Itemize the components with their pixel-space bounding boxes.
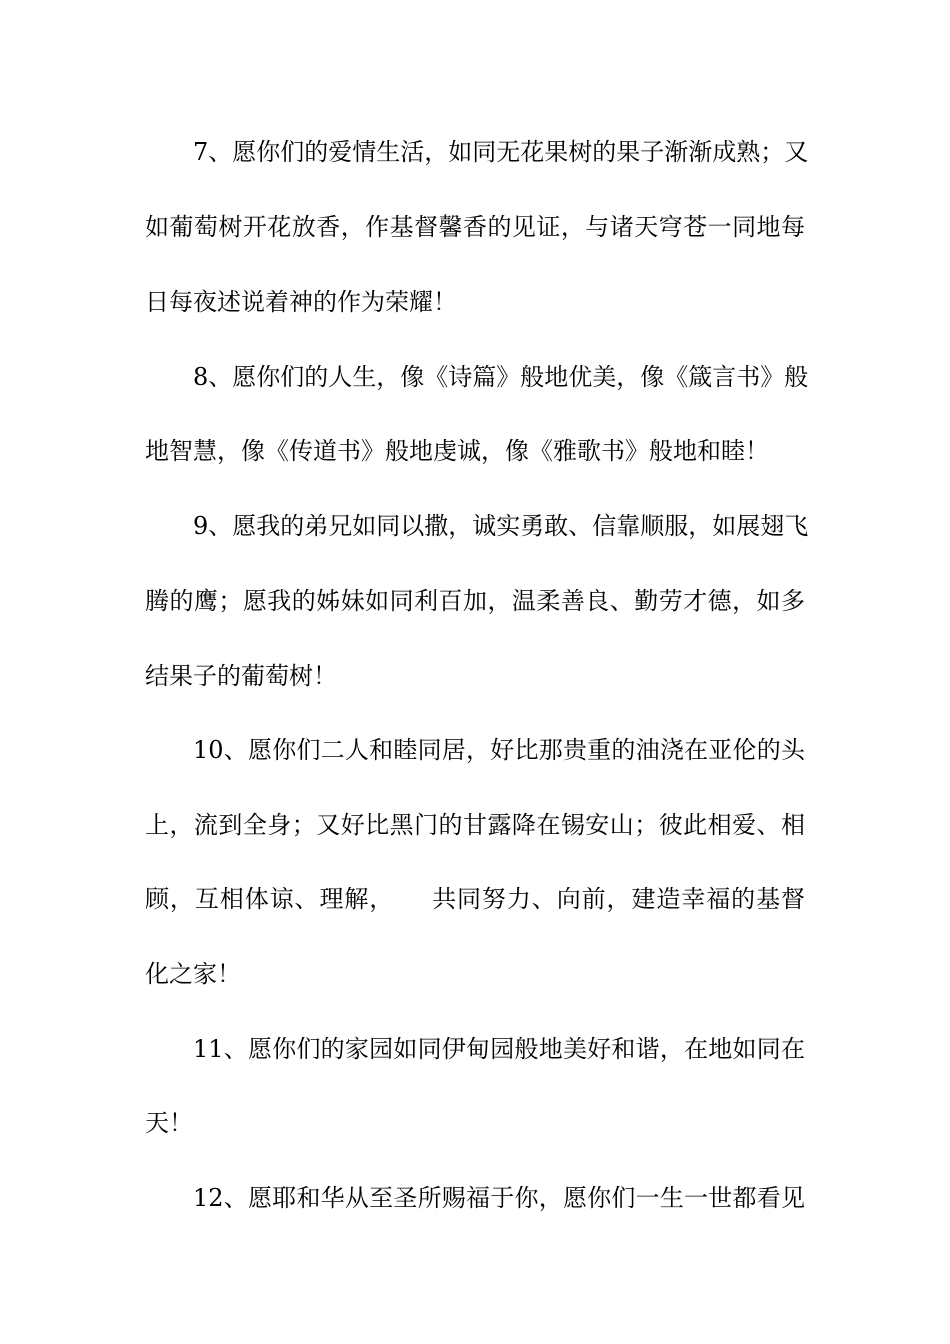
paragraph-9-line-2: 腾的鹰；愿我的姊妹如同利百加，温柔善良、勤劳才德，如多 — [145, 587, 805, 615]
paragraph-7-line-3: 日每夜述说着神的作为荣耀！ — [145, 288, 457, 316]
paragraph-9-line-3: 结果子的葡萄树！ — [145, 662, 337, 690]
paragraph-8-line-1: 8、愿你们的人生，像《诗篇》般地优美，像《箴言书》般 — [193, 363, 809, 391]
paragraph-10-line-1: 10、愿你们二人和睦同居，好比那贵重的油浇在亚伦的头 — [193, 736, 805, 764]
paragraph-8-line-2: 地智慧，像《传道书》般地虔诚，像《雅歌书》般地和睦！ — [145, 437, 769, 465]
paragraph-10-line-2: 上，流到全身；又好比黑门的甘露降在锡安山；彼此相爱、相 — [145, 811, 805, 839]
paragraph-10-line-4: 化之家！ — [145, 960, 241, 988]
paragraph-9-line-1: 9、愿我的弟兄如同以撒，诚实勇敢、信靠顺服，如展翅飞 — [193, 512, 809, 540]
paragraph-11-line-1: 11、愿你们的家园如同伊甸园般地美好和谐，在地如同在 — [193, 1035, 805, 1063]
paragraph-12-line-1: 12、愿耶和华从至圣所赐福于你，愿你们一生一世都看见 — [193, 1184, 805, 1212]
paragraph-10-line-3: 顾，互相体谅、理解， 共同努力、向前，建造幸福的基督 — [145, 885, 805, 913]
paragraph-7-line-1: 7、愿你们的爱情生活，如同无花果树的果子渐渐成熟；又 — [193, 138, 809, 166]
paragraph-7-line-2: 如葡萄树开花放香，作基督馨香的见证，与诸天穹苍一同地每 — [145, 213, 805, 241]
paragraph-11-line-2: 天！ — [145, 1109, 193, 1137]
